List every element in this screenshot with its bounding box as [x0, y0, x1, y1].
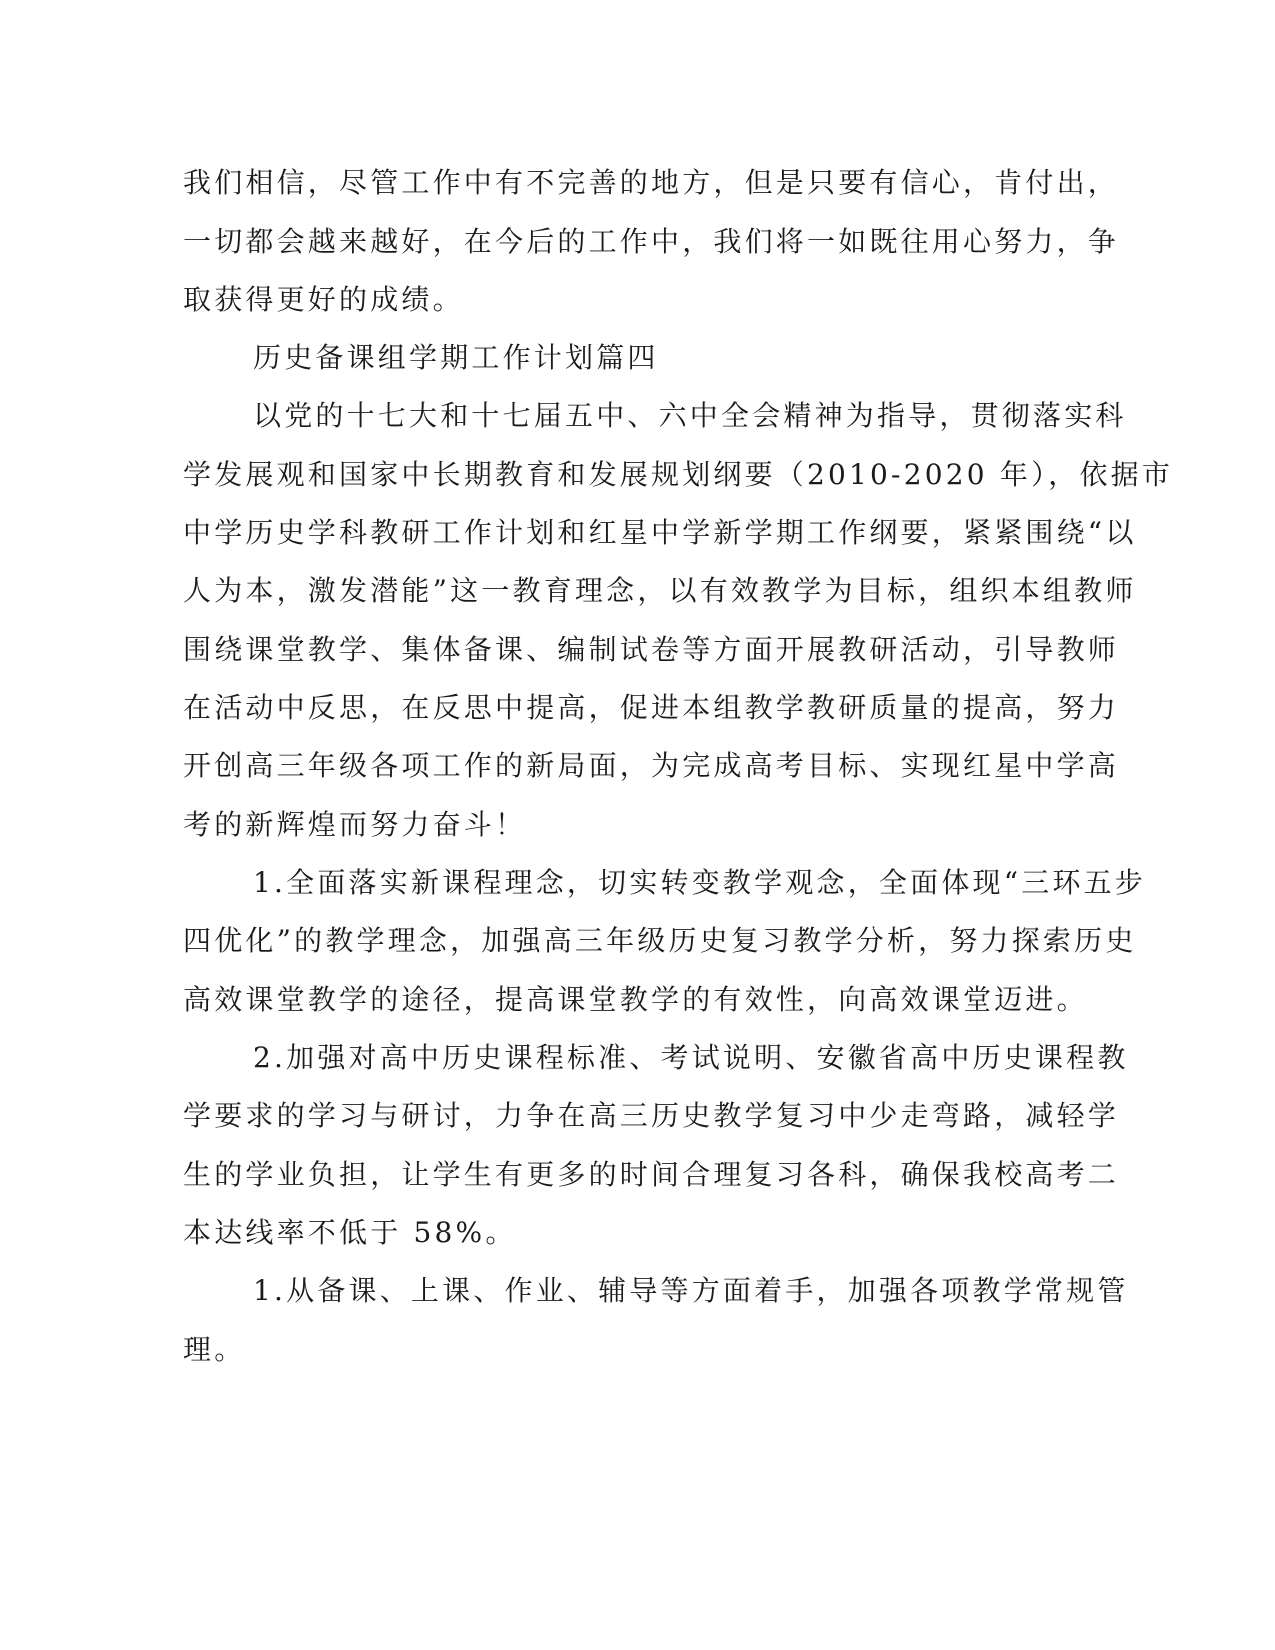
paragraph-line: 在活动中反思，在反思中提高，促进本组教学教研质量的提高，努力: [183, 691, 1120, 724]
list-item-line: 四优化”的教学理念，加强高三年级历史复习教学分析，努力探索历史: [183, 924, 1137, 957]
paragraph-line: 一切都会越来越好，在今后的工作中，我们将一如既往用心努力，争: [183, 225, 1120, 258]
list-item-line: 本达线率不低于 58%。: [183, 1216, 517, 1249]
paragraph-line: 学发展观和国家中长期教育和发展规划纲要（2010-2020 年），依据市: [183, 458, 1174, 491]
section-heading: 历史备课组学期工作计划篇四: [253, 341, 659, 374]
list-item-line: 2.加强对高中历史课程标准、考试说明、安徽省高中历史课程教: [253, 1041, 1129, 1074]
list-item-line: 生的学业负担，让学生有更多的时间合理复习各科，确保我校高考二: [183, 1158, 1120, 1191]
paragraph-line: 人为本，激发潜能”这一教育理念，以有效教学为目标，组织本组教师: [183, 574, 1137, 607]
paragraph-line: 围绕课堂教学、集体备课、编制试卷等方面开展教研活动，引导教师: [183, 633, 1120, 666]
list-item-line: 1.从备课、上课、作业、辅导等方面着手，加强各项教学常规管: [253, 1274, 1129, 1307]
paragraph-line: 以党的十七大和十七届五中、六中全会精神为指导，贯彻落实科: [253, 399, 1127, 432]
paragraph-line: 考的新辉煌而努力奋斗！: [183, 808, 527, 841]
paragraph-line: 我们相信，尽管工作中有不完善的地方，但是只要有信心，肯付出，: [183, 166, 1120, 199]
paragraph-line: 开创高三年级各项工作的新局面，为完成高考目标、实现红星中学高: [183, 749, 1120, 782]
list-item-line: 高效课堂教学的途径，提高课堂教学的有效性，向高效课堂迈进。: [183, 983, 1088, 1016]
paragraph-line: 中学历史学科教研工作计划和红星中学新学期工作纲要，紧紧围绕“以: [183, 516, 1137, 549]
list-item-line: 理。: [183, 1333, 246, 1366]
list-item-line: 1.全面落实新课程理念，切实转变教学观念，全面体现“三环五步: [253, 866, 1147, 899]
paragraph-line: 取获得更好的成绩。: [183, 283, 464, 316]
list-item-line: 学要求的学习与研讨，力争在高三历史教学复习中少走弯路，减轻学: [183, 1099, 1120, 1132]
